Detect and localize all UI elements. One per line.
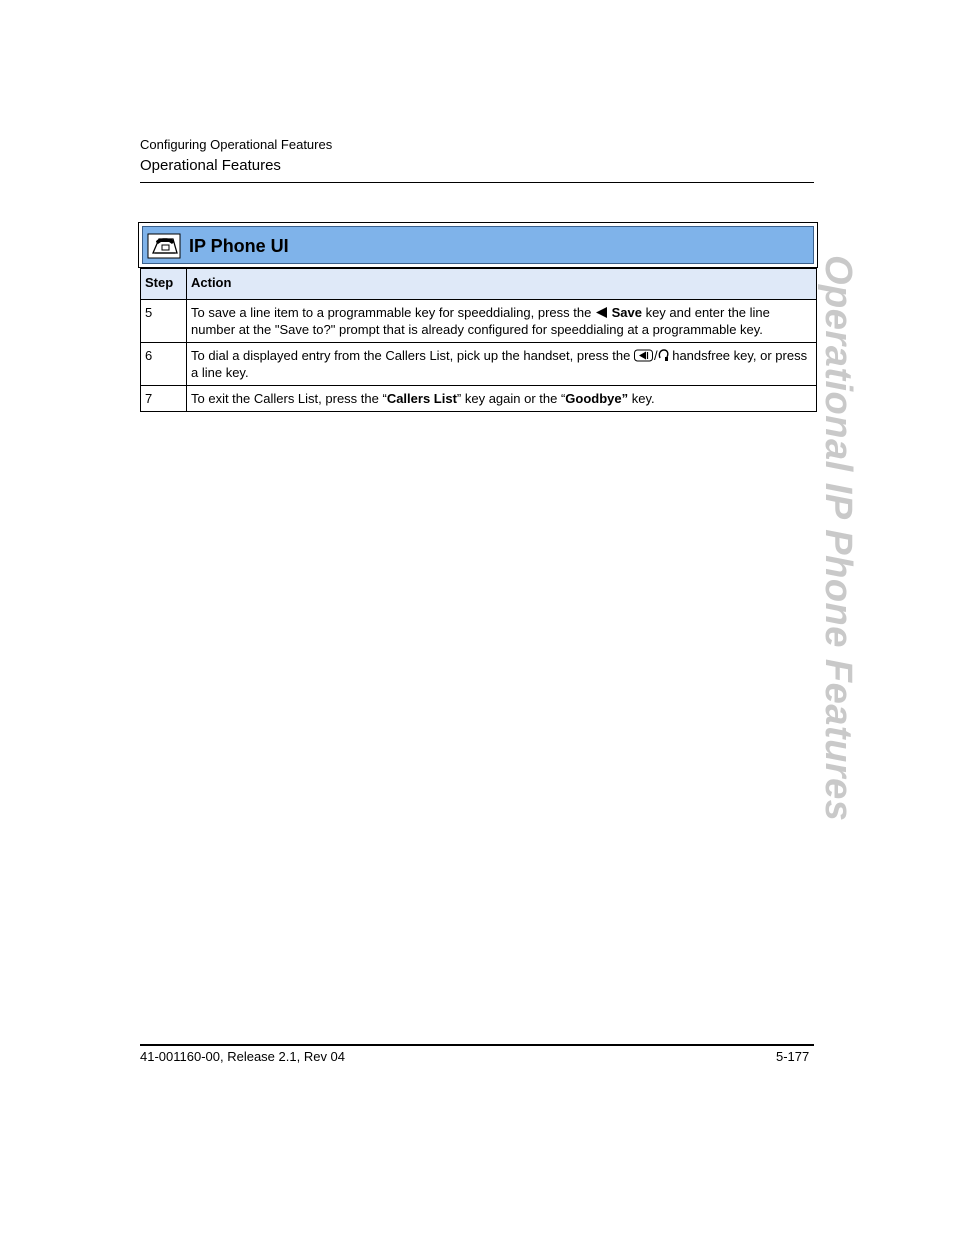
step-action: To exit the Callers List, press the “Callers List” key again or the “Goodbye” key. — [187, 386, 817, 412]
left-arrow-icon — [595, 306, 608, 319]
header-action: Action — [187, 269, 817, 300]
running-header-section: Operational Features — [140, 157, 281, 174]
step-action: To dial a displayed entry from the Callers List, pick up the handset, press the / handsfree key, or press a line key. — [187, 343, 817, 386]
step-action: To save a line item to a programmable key for speeddialing, press the Save key and enter the line number at the "Save to?" prompt that is already configured for speeddialing at a programmable key. — [187, 300, 817, 343]
side-tab-label: Operational IP Phone Features — [817, 255, 859, 822]
step-number: 6 — [141, 343, 187, 386]
headset-icon — [658, 349, 669, 362]
speaker-icon — [634, 349, 654, 362]
table-row — [141, 300, 817, 343]
phone-icon — [147, 233, 181, 259]
step-number: 5 — [141, 300, 187, 343]
table-header-row — [141, 269, 817, 300]
table-row — [141, 343, 817, 386]
footer-doc-id: 41-001160-00, Release 2.1, Rev 04 — [140, 1049, 346, 1064]
footer-page-number: 5-177 — [776, 1049, 810, 1064]
step-number: 7 — [141, 386, 187, 412]
chapter-side-tab — [817, 255, 859, 822]
header-rule — [140, 182, 814, 183]
running-header-chapter: Configuring Operational Features — [140, 137, 333, 152]
banner-title: IP Phone UI — [189, 236, 289, 256]
table-row — [141, 386, 817, 412]
steps-table — [140, 268, 817, 412]
ip-phone-ui-banner — [138, 222, 818, 268]
footer-rule — [140, 1044, 814, 1046]
header-step: Step — [141, 269, 187, 300]
